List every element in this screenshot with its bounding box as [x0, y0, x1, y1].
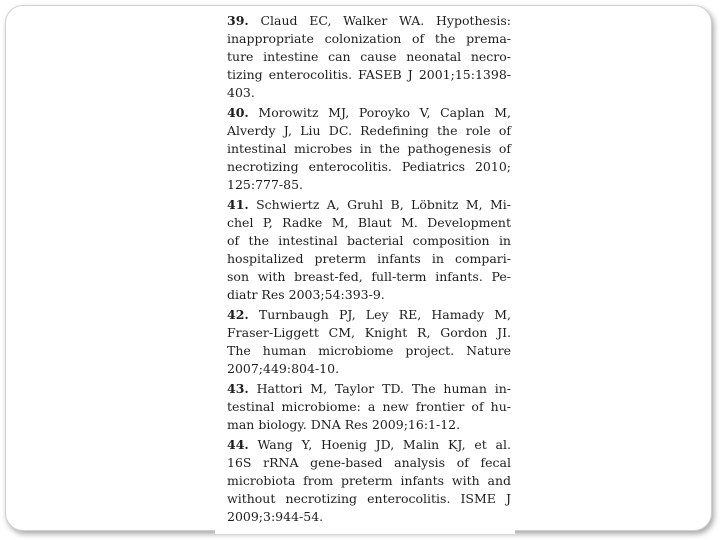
reference-list-image — [215, 8, 515, 534]
reference-43-line-2: testinal microbiome: a new frontier of hu- — [227, 399, 511, 414]
reference-text: Turnbaugh PJ, Ley RE, Hamady M, — [258, 307, 511, 322]
reference-text: Morowitz MJ, Poroyko V, Caplan M, — [258, 105, 512, 120]
reference-39-line-4: tizing enterocolitis. FASEB J 2001;15:1398- — [227, 67, 511, 82]
reference-44-line-2: 16S rRNA gene-based analysis of fecal — [227, 455, 511, 470]
reference-44-line-5: 2009;3:944-54. — [227, 509, 324, 524]
reference-41-line-6: diatr Res 2003;54:393-9. — [227, 287, 385, 302]
reference-42-line-1 — [227, 306, 511, 324]
reference-43-line-1 — [227, 380, 511, 398]
reference-39-line-5: 403. — [227, 85, 255, 100]
reference-44-line-3: microbiota from preterm infants with and — [227, 473, 511, 488]
reference-41-line-5: son with breast-fed, full-term infants. Pe- — [227, 269, 511, 284]
reference-41-line-2: chel P, Radke M, Blaut M. Development — [227, 215, 511, 230]
reference-43-line-3: man biology. DNA Res 2009;16:1-12. — [227, 417, 461, 432]
reference-number: 42. — [227, 307, 249, 322]
reference-number: 39. — [227, 13, 249, 28]
reference-number: 43. — [227, 381, 249, 396]
reference-40-line-4: necrotizing enterocolitis. Pediatrics 2010; — [227, 159, 511, 174]
reference-39-line-1 — [227, 12, 511, 30]
reference-text: Claud EC, Walker WA. Hypothesis: — [260, 13, 511, 28]
reference-text: Wang Y, Hoenig JD, Malin KJ, et al. — [257, 437, 511, 452]
reference-40-line-3: intestinal microbes in the pathogenesis of — [227, 141, 511, 156]
reference-number: 40. — [227, 105, 249, 120]
reference-44-line-1 — [227, 436, 511, 454]
reference-text: Schwiertz A, Gruhl B, Löbnitz M, Mi- — [256, 197, 511, 212]
reference-39-line-2: inappropriate colonization of the prema- — [227, 31, 511, 46]
reference-41-line-3: of the intestinal bacterial composition in — [227, 233, 511, 248]
reference-40-line-2: Alverdy J, Liu DC. Redefining the role of — [227, 123, 511, 138]
reference-39-line-3: ture intestine can cause neonatal necro- — [227, 49, 511, 64]
reference-41-line-4: hospitalized preterm infants in compari- — [227, 251, 511, 266]
reference-42-line-3: The human microbiome project. Nature — [227, 343, 511, 358]
reference-44-line-4: without necrotizing enterocolitis. ISME J — [227, 491, 511, 506]
reference-text: Hattori M, Taylor TD. The human in- — [256, 381, 511, 396]
reference-40-line-5: 125:777-85. — [227, 177, 304, 192]
reference-number: 44. — [227, 437, 249, 452]
reference-40-line-1 — [227, 104, 511, 122]
reference-number: 41. — [227, 197, 249, 212]
reference-42-line-2: Fraser-Liggett CM, Knight R, Gordon JI. — [227, 325, 511, 340]
reference-42-line-4: 2007;449:804-10. — [227, 361, 340, 376]
reference-41-line-1 — [227, 196, 511, 214]
